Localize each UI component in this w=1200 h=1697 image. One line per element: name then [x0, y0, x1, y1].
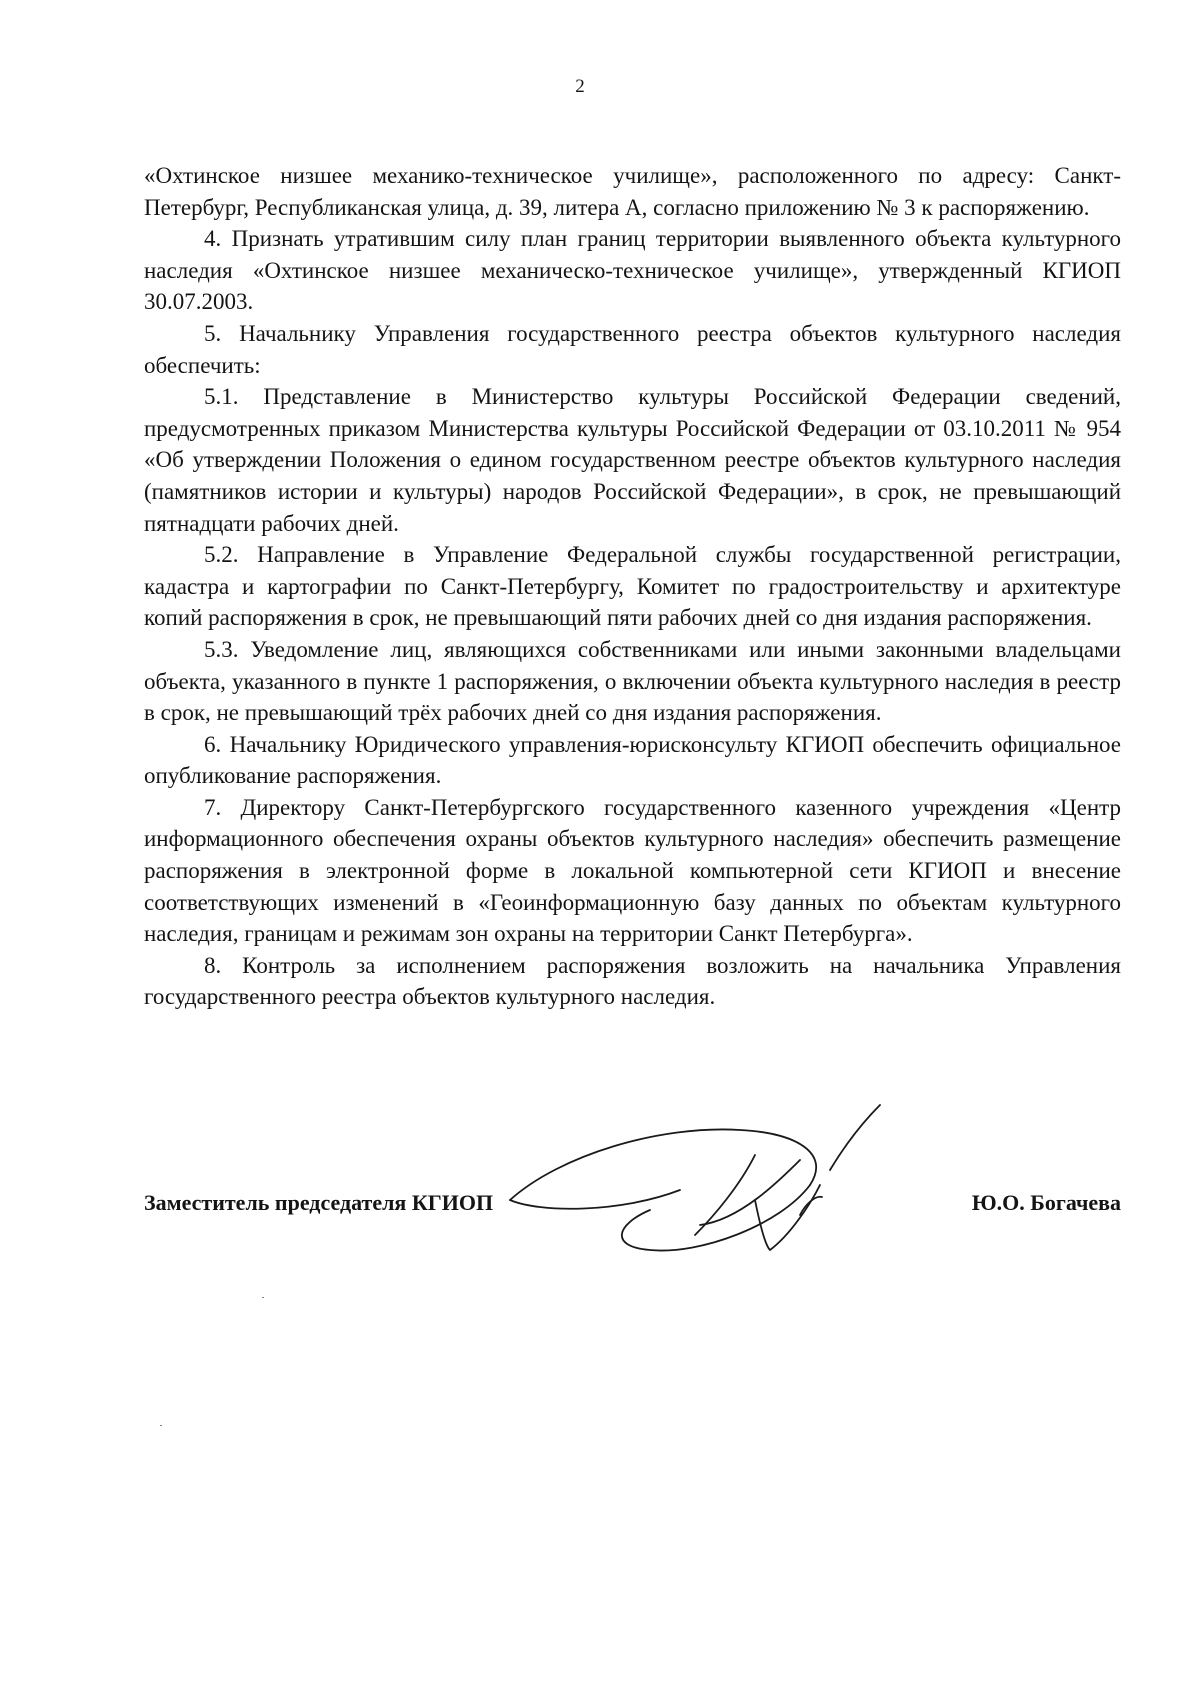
scan-speck: [160, 1425, 162, 1426]
paragraph-item-8: 8. Контроль за исполнением распоряжения возложить на начальника Управления государственного реестра объектов культурного наследия.: [144, 952, 1121, 1010]
handwritten-signature: [500, 1085, 900, 1265]
paragraph-continuation: «Охтинское низшее механико-техническое училище», расположенного по адресу: Санкт-Петербург, Республиканская улица, д. 39, литера А, согласно приложению № 3 к распоряжению.: [144, 163, 1121, 220]
page-number: 2: [575, 76, 585, 97]
signer-name: Ю.О. Богачева: [971, 1190, 1121, 1215]
signer-position: Заместитель председателя КГИОП: [144, 1190, 494, 1215]
paragraph-item-5: 5. Начальнику Управления государственного реестра объектов культурного наследия обеспечить:: [144, 320, 1121, 378]
scan-speck: [262, 1297, 264, 1298]
paragraph-item-5-2: 5.2. Направление в Управление Федеральной службы государственной регистрации, кадастра и картографии по Санкт-Петербургу, Комитет по градостроительству и архитектуре копий распоряжения в срок, не превышающий пяти рабочих дней со дня издания распоряжения.: [144, 542, 1121, 631]
paragraph-item-5-3: 5.3. Уведомление лиц, являющихся собственниками или иными законными владельцами объекта, указанного в пункте 1 распоряжения, о включении объекта культурного наследия в реестр в срок, не превышающий трёх рабочих дней со дня издания распоряжения.: [144, 636, 1121, 726]
paragraph-item-4: 4. Признать утратившим силу план границ территории выявленного объекта культурного наследия «Охтинское низшее механическо-техническое училище», утвержденный КГИОП 30.07.2003.: [144, 226, 1121, 315]
paragraph-item-5-1: 5.1. Представление в Министерство культуры Российской Федерации сведений, предусмотренных приказом Министерства культуры Российской Федерации от 03.10.2011 № 954 «Об утверждении Положения о едином государственном реестре объектов культурного наследия (памятников истории и культуры) народов Российской Федерации», в срок, не превышающий пятнадцати рабочих дней.: [144, 384, 1121, 536]
document-body: [144, 160, 1121, 1013]
paragraph-item-6: 6. Начальнику Юридического управления-юрисконсульту КГИОП обеспечить официальное опубликование распоряжения.: [144, 731, 1121, 789]
paragraph-item-7: 7. Директору Санкт-Петербургского государственного казенного учреждения «Центр информационного обеспечения охраны объектов культурного наследия» обеспечить размещение распоряжения в электронной форме в локальной компьютерной сети КГИОП и внесение соответствующих изменений в «Геоинформационную базу данных по объектам культурного наследия, границам и режимам зон охраны на территории Санкт Петербурга».: [144, 794, 1121, 947]
